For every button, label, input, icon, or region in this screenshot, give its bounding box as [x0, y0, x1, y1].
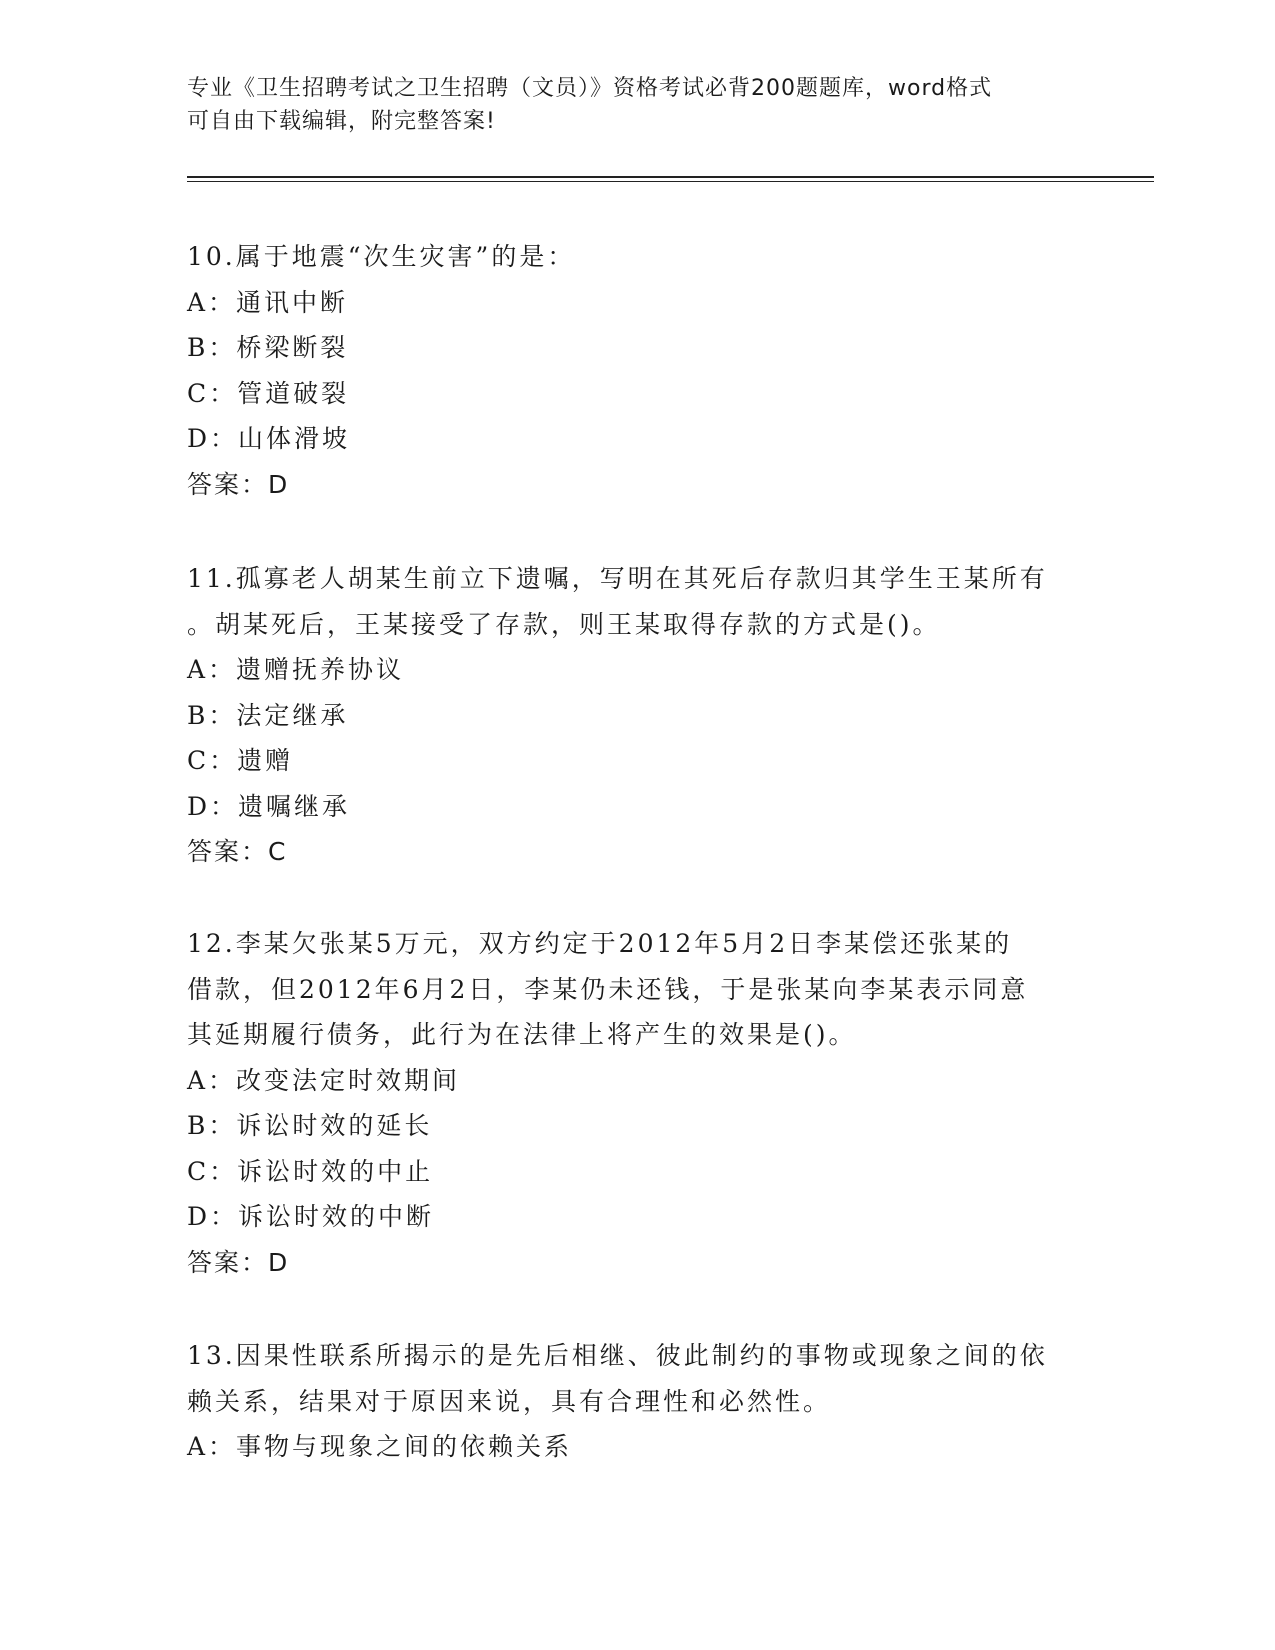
header-divider-thick	[187, 176, 1154, 178]
document-header	[187, 72, 1067, 138]
question-11	[187, 556, 1087, 875]
option-c: C：遗赠	[187, 746, 294, 775]
header-title-line-1: 专业《卫生招聘考试之卫生招聘（文员）》资格考试必背200题题库，word格式	[187, 76, 993, 101]
answer-line: 答案：D	[187, 1247, 290, 1277]
option-a: A：通讯中断	[187, 287, 349, 317]
question-stem: 11.孤寡老人胡某生前立下遗嘱，写明在其死后存款归其学生王某所有	[187, 564, 1048, 593]
question-stem: 13.因果性联系所揭示的是先后相继、彼此制约的事物或现象之间的依	[187, 1341, 1048, 1370]
answer-line: 答案：C	[187, 837, 288, 866]
option-a: A：改变法定时效期间	[187, 1065, 461, 1095]
question-stem: 其延期履行债务，此行为在法律上将产生的效果是()。	[187, 1020, 857, 1049]
question-stem: 赖关系，结果对于原因来说，具有合理性和必然性。	[187, 1386, 832, 1416]
question-13	[187, 1333, 1087, 1470]
option-b: B：诉讼时效的延长	[187, 1111, 433, 1140]
header-title-line-2: 可自由下载编辑，附完整答案!	[187, 109, 496, 134]
question-12	[187, 921, 1087, 1285]
option-b: B：桥梁断裂	[187, 333, 349, 362]
answer-line: 答案：D	[187, 469, 290, 499]
option-c: C：诉讼时效的中止	[187, 1156, 434, 1186]
option-d: D：诉讼时效的中断	[187, 1202, 435, 1231]
option-a: A：遗赠抚养协议	[187, 655, 405, 684]
question-stem: 借款，但2012年6月2日，李某仍未还钱，于是张某向李某表示同意	[187, 974, 1029, 1004]
question-stem: 10.属于地震“次生灾害”的是：	[187, 242, 576, 271]
question-stem: 。胡某死后，王某接受了存款，则王某取得存款的方式是()。	[187, 609, 941, 639]
option-d: D：山体滑坡	[187, 424, 351, 453]
question-stem: 12.李某欠张某5万元，双方约定于2012年5月2日李某偿还张某的	[187, 929, 1013, 958]
option-c: C：管道破裂	[187, 378, 350, 408]
header-divider-thin	[187, 181, 1154, 182]
question-10	[187, 234, 1087, 507]
option-d: D：遗嘱继承	[187, 791, 351, 821]
option-b: B：法定继承	[187, 700, 349, 730]
option-a: A：事物与现象之间的依赖关系	[187, 1432, 573, 1461]
